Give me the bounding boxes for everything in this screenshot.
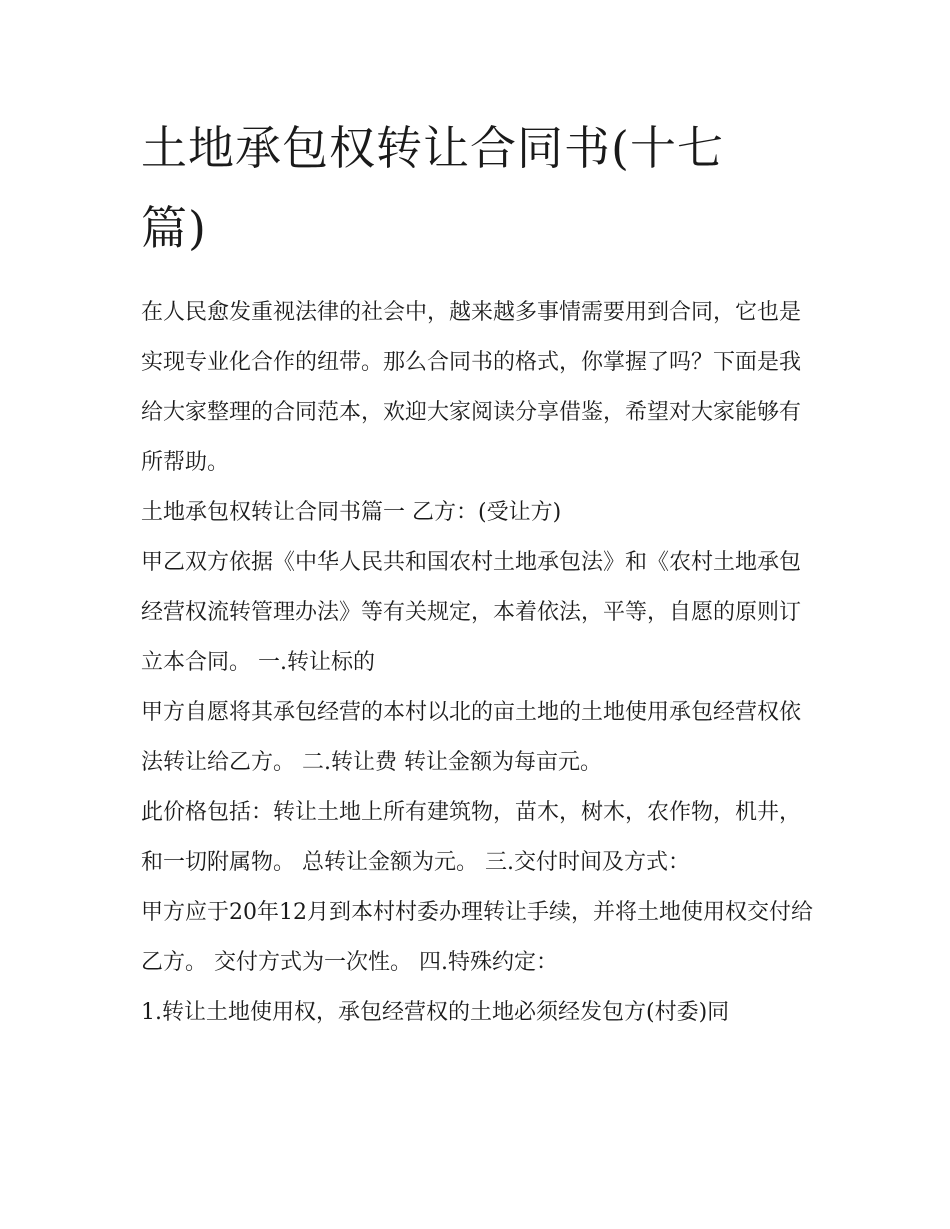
paragraph-price-scope: 此价格包括：转让土地上所有建筑物，苗木，树木，农作物，机井，和一切附属物。 总转让金额为元。 三.交付时间及方式：: [141, 800, 802, 875]
document-page: [141, 108, 821, 1038]
paragraph-section-heading: 土地承包权转让合同书篇一 乙方：(受让方): [141, 500, 562, 525]
paragraph-basis: 甲乙双方依据《中华人民共和国农村土地承包法》和《农村土地承包经营权流转管理办法》等有关规定，本着依法，平等，自愿的原则订立本合同。 一.转让标的: [141, 550, 802, 675]
paragraph-special-terms: 1.转让土地使用权，承包经营权的土地必须经发包方(村委)同: [141, 1000, 730, 1025]
paragraph-delivery: 甲方应于20年12月到本村村委办理转让手续，并将土地使用权交付给乙方。 交付方式为一次性。 四.特殊约定：: [141, 900, 813, 975]
document-title: 土地承包权转让合同书(十七篇): [141, 121, 724, 255]
paragraph-intro: 在人民愈发重视法律的社会中，越来越多事情需要用到合同，它也是实现专业化合作的纽带。那么合同书的格式，你掌握了吗？下面是我给大家整理的合同范本，欢迎大家阅读分享借鉴，希望对大家能够有所帮助。: [141, 300, 802, 475]
paragraph-transfer-object: 甲方自愿将其承包经营的本村以北的亩土地的土地使用承包经营权依法转让给乙方。 二.转让费 转让金额为每亩元。: [141, 700, 802, 775]
